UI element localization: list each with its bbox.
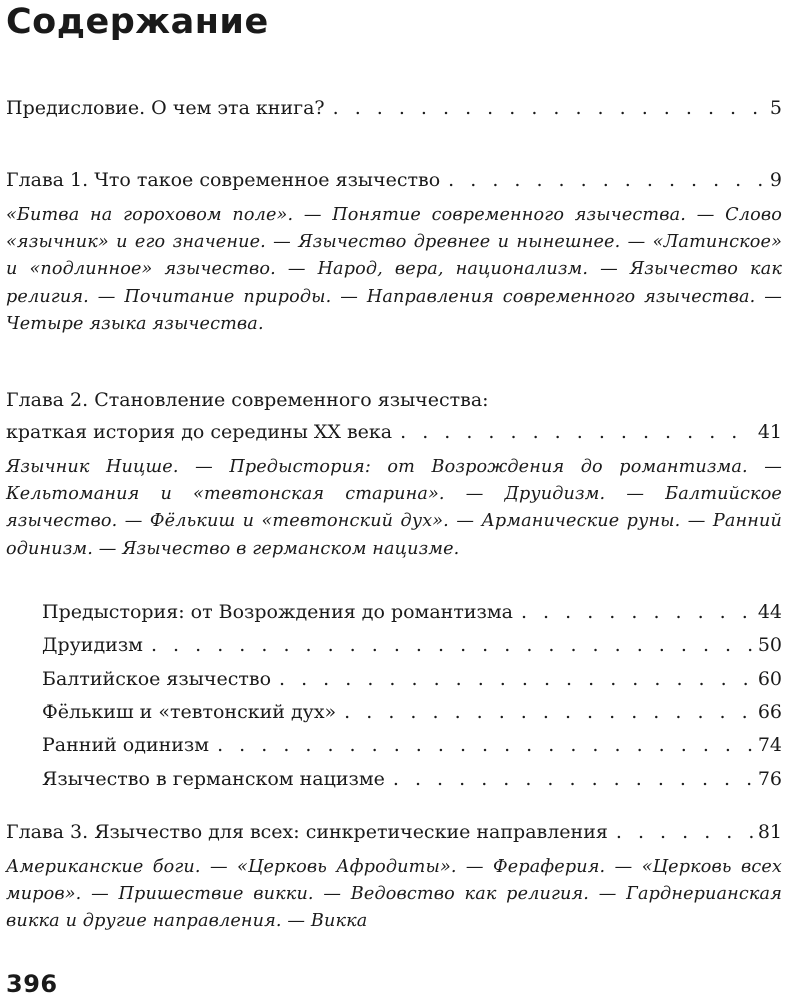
- entry-title: Ранний одинизм: [42, 734, 210, 756]
- entry-title: Друидизм: [42, 634, 143, 656]
- entry-title: Предисловие. О чем эта книга?: [6, 97, 325, 119]
- toc-subentry[interactable]: [42, 700, 782, 724]
- entry-page: 81: [757, 821, 782, 843]
- toc-entry-chapter-1[interactable]: [6, 168, 782, 192]
- entry-title: Глава 3. Язычество для всех: синкретические направления: [6, 821, 608, 843]
- entry-page: 44: [757, 601, 782, 623]
- dot-leader: [344, 700, 754, 724]
- toc-entry-chapter-3[interactable]: [6, 820, 782, 844]
- entry-page: 76: [757, 768, 782, 790]
- toc-subentry[interactable]: [42, 667, 782, 691]
- entry-title: Предыстория: от Возрождения до романтизма: [42, 601, 513, 623]
- entry-page: 41: [757, 421, 782, 443]
- entry-page: 5: [769, 97, 782, 119]
- chapter-2-title-line-1[interactable]: Глава 2. Становление современного язычества:: [6, 389, 489, 411]
- entry-title: краткая история до середины XX века: [6, 421, 393, 443]
- entry-title: Балтийское язычество: [42, 668, 272, 690]
- entry-title: Язычество в германском нацизме: [42, 768, 385, 790]
- dot-leader: [279, 667, 754, 691]
- entry-page: 60: [757, 668, 782, 690]
- toc-subentry[interactable]: [42, 600, 782, 624]
- dot-leader: [616, 820, 754, 844]
- dot-leader: [151, 633, 754, 657]
- entry-page: 50: [757, 634, 782, 656]
- toc-entry-chapter-2[interactable]: [6, 420, 782, 444]
- chapter-1-summary: «Битва на гороховом поле». — Понятие современного язычества. — Слово «язычник» и его значение. — Язычество древнее и нынешнее. — «Латинское» и «подлинное» язычество. — Народ, вера, национализм. — Язычество как религия. — Почитание природы. — Направления современного язычества. — Четыре языка язычества.: [6, 205, 782, 334]
- entry-page: 66: [757, 701, 782, 723]
- toc-subentry[interactable]: [42, 633, 782, 657]
- page-number: 396: [6, 970, 58, 998]
- dot-leader: [400, 420, 754, 444]
- chapter-2-summary: Язычник Ницше. — Предыстория: от Возрождения до романтизма. — Кельтомания и «тевтонская старина». — Друидизм. — Балтийское язычество. — Фёлькиш и «тевтонский дух». — Арманические руны. — Ранний одинизм. — Язычество в германском нацизме.: [6, 457, 782, 559]
- toc-subentry[interactable]: [42, 733, 782, 757]
- chapter-3-summary: Американские боги. — «Церковь Афродиты». — Фераферия. — «Церковь всех миров». — Пришествие викки. — Ведовство как религия. — Гарднерианская викка и другие направления. — Викка: [6, 857, 782, 932]
- dot-leader: [448, 168, 766, 192]
- entry-title: Фёлькиш и «тевтонский дух»: [42, 701, 337, 723]
- dot-leader: [333, 96, 766, 120]
- toc-subentry[interactable]: [42, 767, 782, 791]
- dot-leader: [521, 600, 754, 624]
- entry-page: 74: [757, 734, 782, 756]
- toc-entry-preface[interactable]: [6, 96, 782, 120]
- page-title: Содержание: [6, 2, 269, 42]
- entry-title: Глава 1. Что такое современное язычество: [6, 169, 441, 191]
- entry-page: 9: [769, 169, 782, 191]
- dot-leader: [217, 733, 754, 757]
- dot-leader: [393, 767, 754, 791]
